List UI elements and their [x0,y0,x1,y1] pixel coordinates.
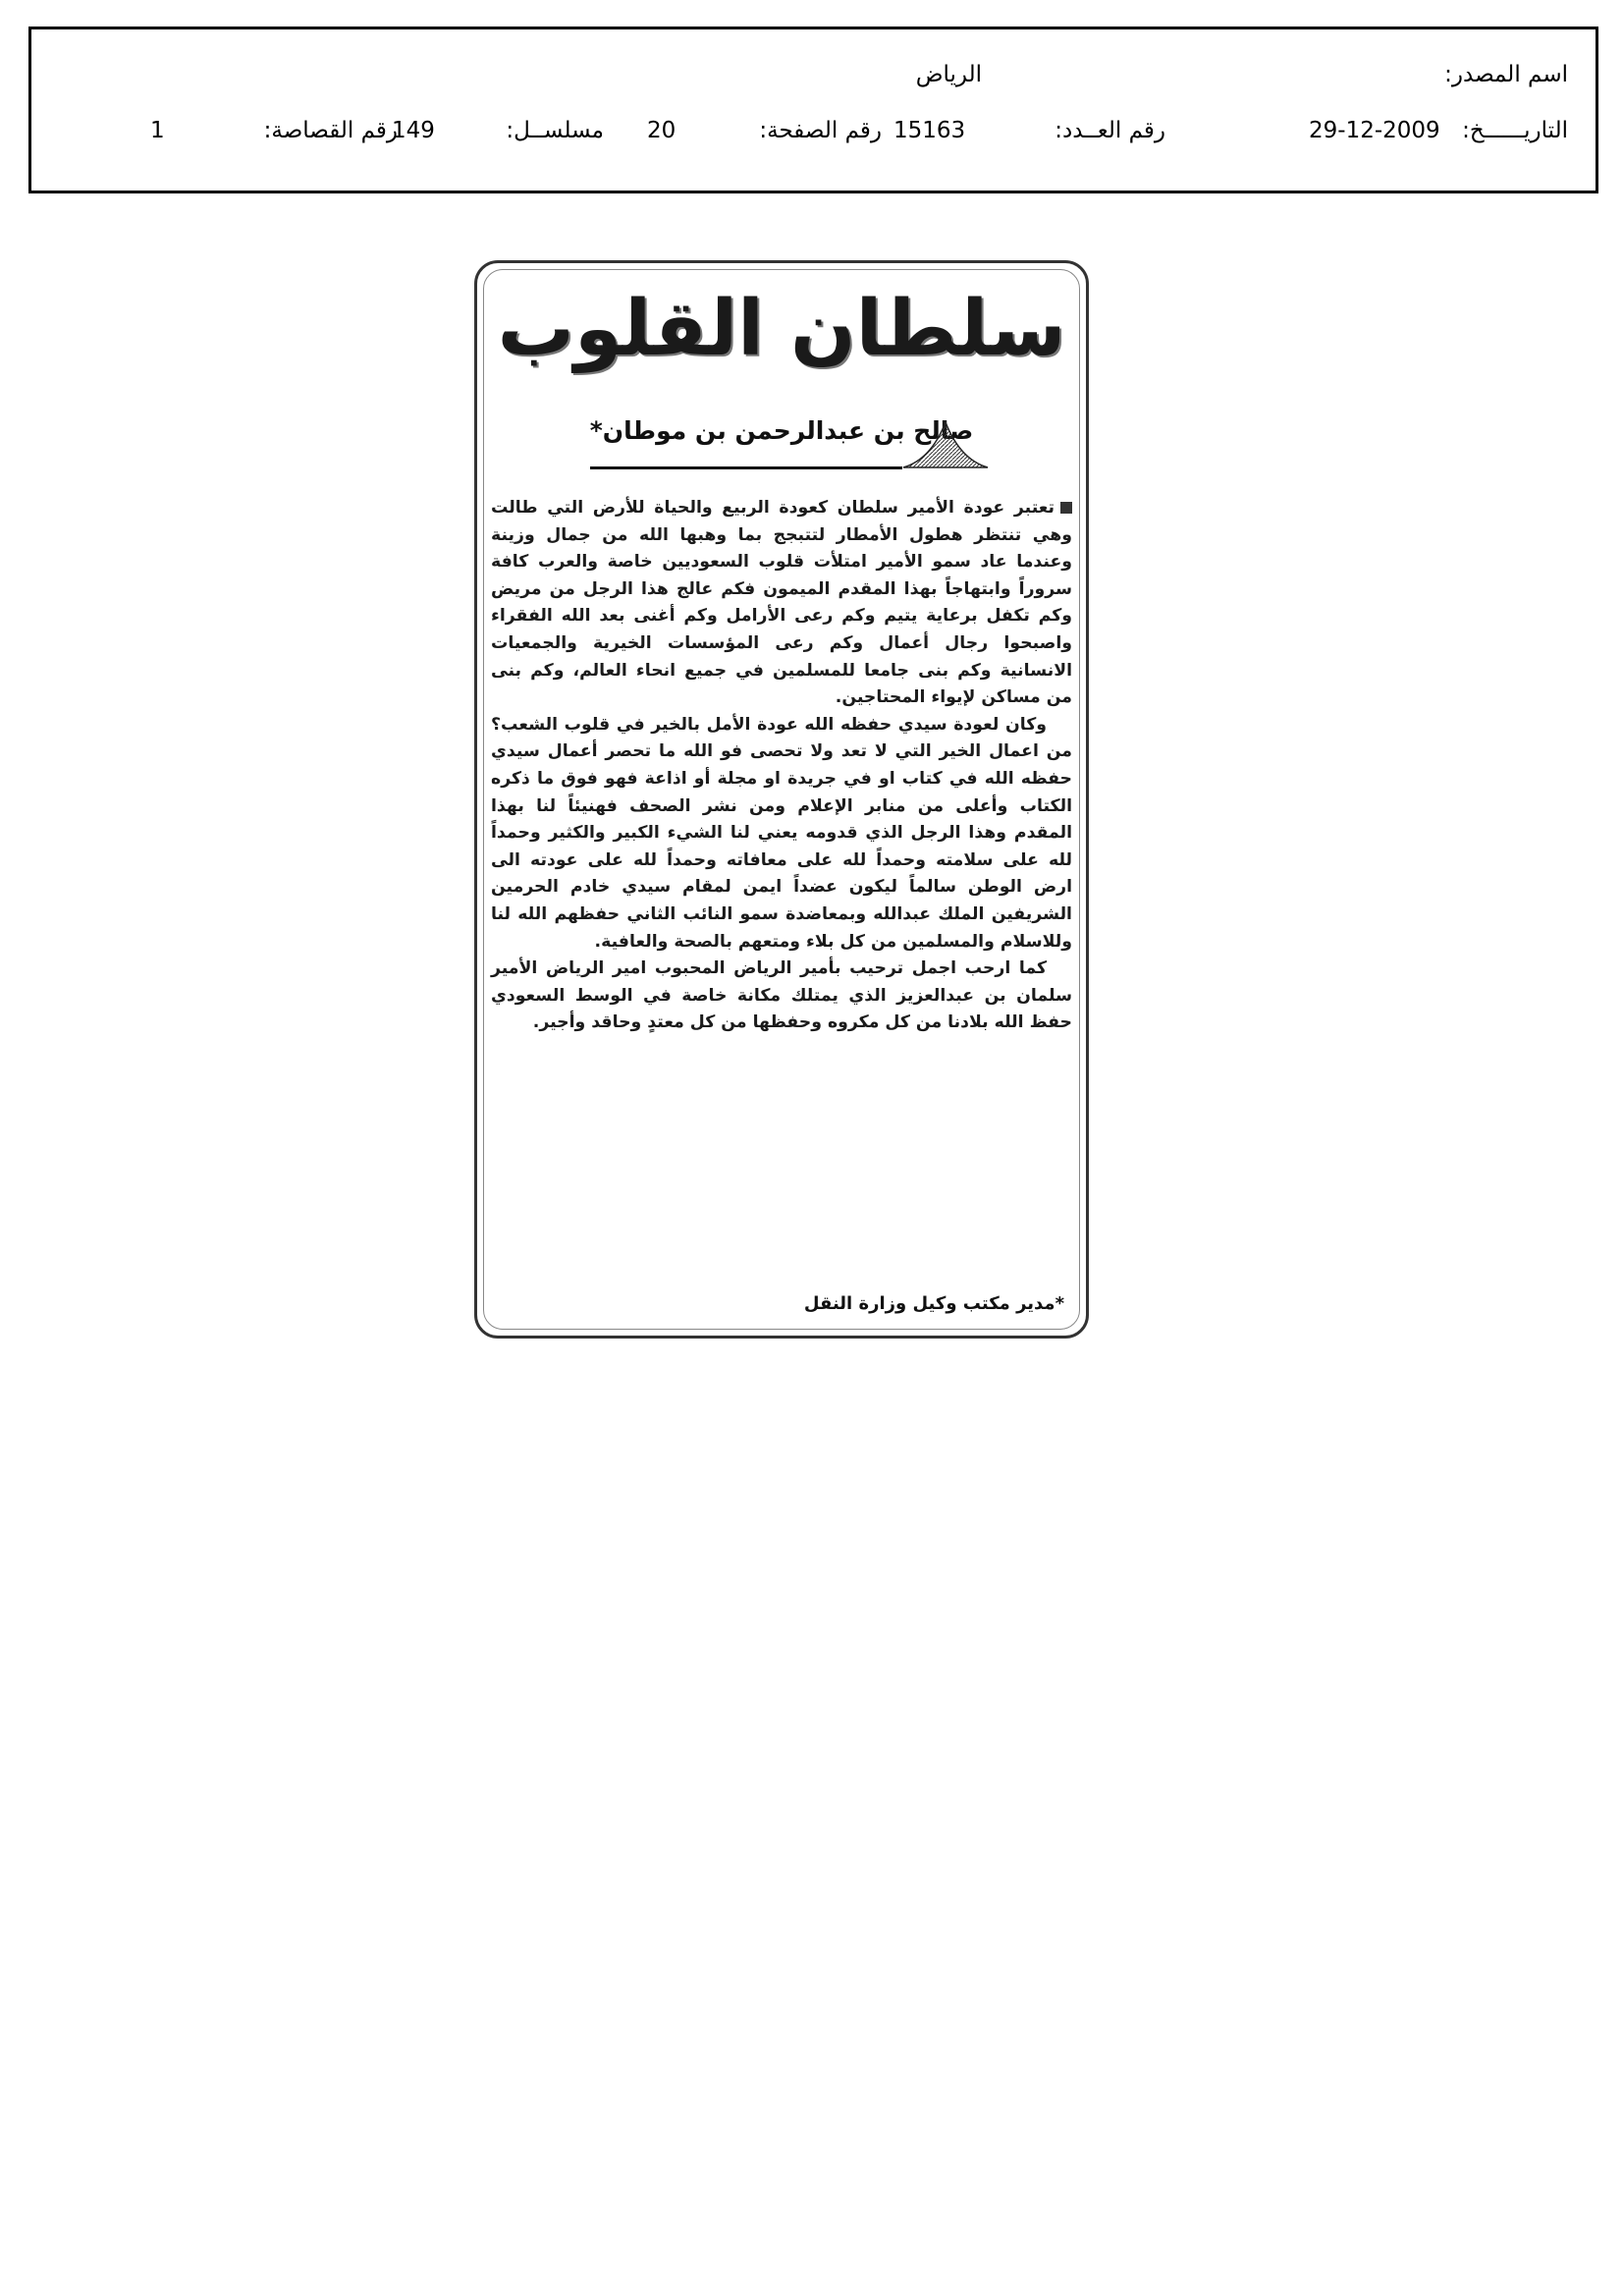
article-paragraph [491,495,1072,712]
page-value: 20 [647,118,676,143]
square-bullet-icon [1060,502,1072,514]
date-label: التاريــــــخ: [1462,118,1568,143]
date-value: 29-12-2009 [1309,118,1440,143]
clip-label: رقم القصاصة: [263,118,398,143]
byline-ornament-icon [901,420,990,471]
issue-value: 15163 [893,118,966,143]
paragraph-text: تعتبر عودة الأمير سلطان كعودة الربيع والحياة للأرض التي طالت وهي تنتظر هطول الأمطار لتتبجج بما وهبها الله من جمال وزينة وعندما عاد سمو الأمير امتلأت قلوب السعوديين خاصة والعرب كافة سروراً وابتهاجاً بهذا المقدم الميمون فكم عالج هذا الرجل من مريض وكم تكفل برعاية يتيم وكم رعى الأرامل وكم أغنى بعد الله الفقراء واصبحوا رجال أعمال وكم رعى المؤسسات الخيرية والجمعيات الانسانية وكم بنى جامعا للمسلمين في جميع انحاء العالم، وكم بنى من مساكن لإيواء المحتاجين. [491,498,1072,708]
article-paragraph: كما ارحب اجمل ترحيب بأمير الرياض المحبوب امير الرياض الأمير سلمان بن عبدالعزيز الذي يمتلك مكانة خاصة في الوسط السعودي حفظ الله بلادنا من كل مكروه وحفظها من كل معتدٍ وحاقد وأجير. [491,958,1072,1033]
article-paragraph: وكان لعودة سيدي حفظه الله عودة الأمل بالخير في قلوب الشعب؟ من اعمال الخير التي لا تعد ولا تحصى فو الله ما تحصر أعمال سيدي حفظه الله في كتاب او في جريدة او مجلة أو اذاعة فهو فوق ما ذكره الكتاب وأعلى من منابر الإعلام ومن نشر الصحف فهنيئاً لنا بهذا المقدم وهذا الرجل الذي قدومه يعني لنا الشيء الكبير والكثير وحمداً لله على سلامته وحمداً لله على معافاته وحمداً لله على عودته الى ارض الوطن سالماً ليكون عضداً ايمن لمقام سيدي خادم الحرمين الشريفين الملك عبدالله وبمعاضدة سمو النائب الثاني حفظهم الله لنا وللاسلام والمسلمين من كل بلاء ومتعهم بالصحة والعافية. [491,714,1072,952]
source-value: الرياض [915,62,982,87]
clip-value: 1 [150,118,165,143]
article-body [491,495,1072,1037]
newspaper-clipping [474,260,1089,1339]
metadata-box [28,27,1598,193]
author-footnote: *مدير مكتب وكيل وزارة النقل [803,1293,1064,1314]
serial-value: 149 [392,118,435,143]
issue-label: رقم العــدد: [1055,118,1165,143]
byline-rule [590,466,902,469]
article-byline: صالح بن عبدالرحمن بن موطان* [589,416,974,445]
source-label: اسم المصدر: [1444,62,1568,87]
serial-label: مسلســل: [506,118,604,143]
page-label: رقم الصفحة: [759,118,882,143]
article-headline: سلطان القلوب [497,285,1066,373]
